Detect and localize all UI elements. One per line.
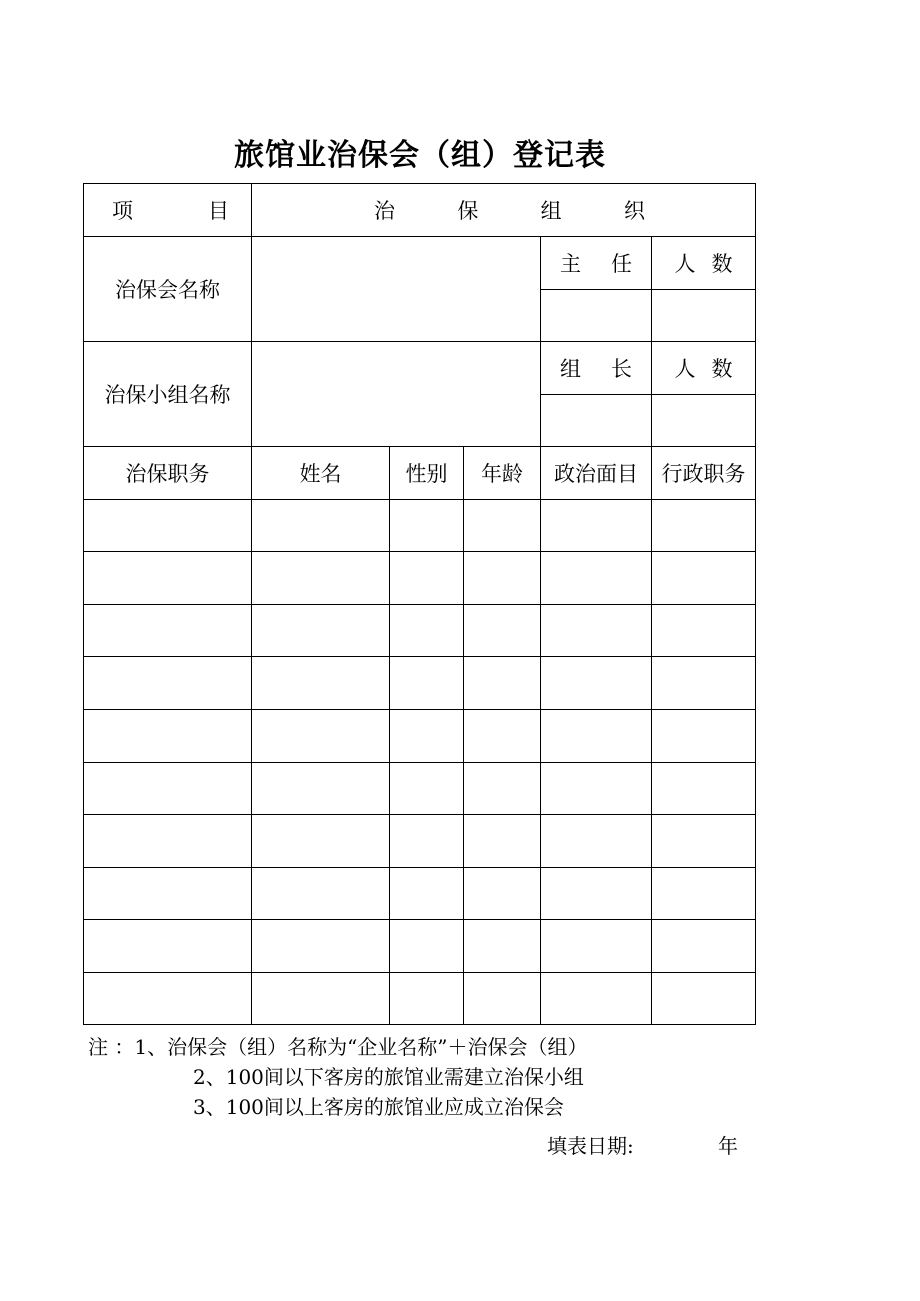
member-name-cell[interactable] — [252, 657, 390, 710]
member-admin-position-cell[interactable] — [652, 552, 756, 605]
member-gender-cell[interactable] — [390, 815, 464, 868]
table-row — [84, 815, 756, 868]
member-age-cell[interactable] — [464, 710, 541, 763]
member-age-cell[interactable] — [464, 763, 541, 815]
header-row — [84, 184, 756, 237]
item-header-char: 目 — [208, 199, 229, 223]
item-header-cell — [84, 184, 252, 237]
fill-date-label: 填表日期: — [547, 1134, 634, 1158]
group-name-field[interactable] — [252, 342, 541, 447]
table-row — [84, 920, 756, 973]
member-political-status-cell[interactable] — [541, 973, 652, 1025]
member-gender-cell[interactable] — [390, 868, 464, 920]
member-political-status-cell[interactable] — [541, 605, 652, 657]
table-row — [84, 868, 756, 920]
member-political-status-cell[interactable] — [541, 710, 652, 763]
col-header-gender: 性别 — [390, 447, 464, 500]
member-gender-cell[interactable] — [390, 657, 464, 710]
group-count-label: 人 数 — [652, 342, 756, 395]
member-name-cell[interactable] — [252, 710, 390, 763]
member-duty-cell[interactable] — [84, 605, 252, 657]
council-director-field[interactable] — [541, 290, 652, 342]
member-admin-position-cell[interactable] — [652, 500, 756, 552]
member-gender-cell[interactable] — [390, 973, 464, 1025]
member-duty-cell[interactable] — [84, 815, 252, 868]
member-gender-cell[interactable] — [390, 710, 464, 763]
item-header-char: 项 — [112, 199, 133, 223]
member-duty-cell[interactable] — [84, 500, 252, 552]
note-line-3: 3、100间以上客房的旅馆业应成立治保会 — [193, 1095, 564, 1119]
council-count-label: 人 数 — [652, 237, 756, 290]
member-admin-position-cell[interactable] — [652, 920, 756, 973]
member-duty-cell[interactable] — [84, 868, 252, 920]
member-name-cell[interactable] — [252, 920, 390, 973]
org-header-char: 治 — [374, 199, 395, 223]
member-age-cell[interactable] — [464, 500, 541, 552]
registration-table — [83, 183, 756, 1025]
member-gender-cell[interactable] — [390, 500, 464, 552]
member-age-cell[interactable] — [464, 815, 541, 868]
member-admin-position-cell[interactable] — [652, 868, 756, 920]
member-political-status-cell[interactable] — [541, 815, 652, 868]
member-admin-position-cell[interactable] — [652, 605, 756, 657]
member-admin-position-cell[interactable] — [652, 815, 756, 868]
org-header-char: 保 — [457, 199, 479, 223]
member-gender-cell[interactable] — [390, 552, 464, 605]
note-text-1: 1、治保会（组）名称为“企业名称”＋治保会（组） — [134, 1035, 588, 1059]
table-row — [84, 500, 756, 552]
group-leader-label: 组 长 — [541, 342, 652, 395]
member-name-cell[interactable] — [252, 552, 390, 605]
member-age-cell[interactable] — [464, 605, 541, 657]
member-political-status-cell[interactable] — [541, 552, 652, 605]
member-duty-cell[interactable] — [84, 710, 252, 763]
notes-section — [88, 1032, 588, 1122]
member-age-cell[interactable] — [464, 657, 541, 710]
member-name-cell[interactable] — [252, 763, 390, 815]
col-header-duty: 治保职务 — [84, 447, 252, 500]
member-age-cell[interactable] — [464, 920, 541, 973]
member-name-cell[interactable] — [252, 605, 390, 657]
member-gender-cell[interactable] — [390, 920, 464, 973]
group-row-top — [84, 342, 756, 395]
group-leader-field[interactable] — [541, 395, 652, 447]
group-name-label: 治保小组名称 — [84, 342, 252, 447]
col-header-political-status: 政治面目 — [541, 447, 652, 500]
table-row — [84, 973, 756, 1025]
table-row — [84, 710, 756, 763]
member-admin-position-cell[interactable] — [652, 657, 756, 710]
col-header-age: 年龄 — [464, 447, 541, 500]
member-political-status-cell[interactable] — [541, 500, 652, 552]
member-duty-cell[interactable] — [84, 763, 252, 815]
member-age-cell[interactable] — [464, 868, 541, 920]
member-name-cell[interactable] — [252, 973, 390, 1025]
note-prefix: 注 ： — [88, 1035, 135, 1059]
table-row — [84, 763, 756, 815]
council-name-label: 治保会名称 — [84, 237, 252, 342]
form-title: 旅馆业治保会（组）登记表 — [234, 138, 606, 173]
council-count-field[interactable] — [652, 290, 756, 342]
member-age-cell[interactable] — [464, 973, 541, 1025]
council-director-label: 主 任 — [541, 237, 652, 290]
note-line-2: 2、100间以下客房的旅馆业需建立治保小组 — [193, 1065, 584, 1089]
member-political-status-cell[interactable] — [541, 868, 652, 920]
member-gender-cell[interactable] — [390, 605, 464, 657]
table-row — [84, 657, 756, 710]
member-name-cell[interactable] — [252, 500, 390, 552]
member-admin-position-cell[interactable] — [652, 973, 756, 1025]
col-header-name: 姓名 — [252, 447, 390, 500]
col-header-admin-position: 行政职务 — [652, 447, 756, 500]
member-duty-cell[interactable] — [84, 657, 252, 710]
member-admin-position-cell[interactable] — [652, 763, 756, 815]
group-count-field[interactable] — [652, 395, 756, 447]
member-name-cell[interactable] — [252, 815, 390, 868]
member-rows — [84, 500, 756, 1025]
member-name-cell[interactable] — [252, 868, 390, 920]
member-gender-cell[interactable] — [390, 763, 464, 815]
org-header-char: 组 — [540, 199, 562, 223]
fill-date-year-label: 年 — [718, 1134, 738, 1158]
council-name-field[interactable] — [252, 237, 541, 342]
member-political-status-cell[interactable] — [541, 763, 652, 815]
org-header-char: 织 — [623, 199, 645, 223]
member-political-status-cell[interactable] — [541, 920, 652, 973]
member-age-cell[interactable] — [464, 552, 541, 605]
member-political-status-cell[interactable] — [541, 657, 652, 710]
member-duty-cell[interactable] — [84, 973, 252, 1025]
council-row-top — [84, 237, 756, 290]
table-row — [84, 552, 756, 605]
member-duty-cell[interactable] — [84, 552, 252, 605]
table-row — [84, 605, 756, 657]
member-duty-cell[interactable] — [84, 920, 252, 973]
column-header-row — [84, 447, 756, 500]
note-line-1 — [88, 1032, 588, 1062]
org-header-cell — [252, 184, 756, 237]
member-admin-position-cell[interactable] — [652, 710, 756, 763]
